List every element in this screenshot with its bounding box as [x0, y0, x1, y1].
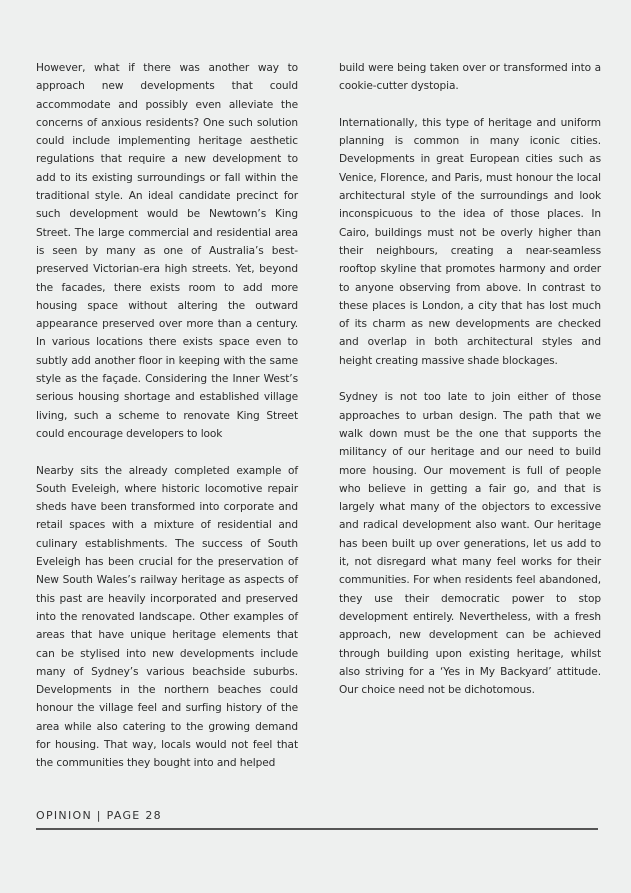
- paragraph: Internationally, this type of heritage and uniform planning is common in many iconic cities. Developments in great European cities such as Venice, Florence, and Paris, must honour the local architectural style of the surroundings and look inconspicuous to the idea of those places. In Cairo, buildings must not be overly higher than their neighbours, creating a near-seamless rooftop skyline that promotes harmony and order to anyone observing from above. In contrast to these places is London, a city that has lost much of its charm as new developments are checked and overlap in both architectural styles and height creating massive shade blockages.: [339, 116, 601, 367]
- footer-section-page-label: OPINION | PAGE 28: [36, 809, 162, 822]
- page-footer: [36, 809, 598, 830]
- footer-divider: [36, 828, 598, 830]
- paragraph: build were being taken over or transformed into a cookie-cutter dystopia.: [339, 62, 601, 93]
- article-right-column: [339, 59, 601, 718]
- paragraph: Nearby sits the already completed example of South Eveleigh, where historic locomotive repair sheds have been transformed into corporate and retail spaces with a mixture of residential and culinary establishments. The success of South Eveleigh has been crucial for the preservation of New South Wales’s railway heritage as aspects of this past are heavily incorporated and preserved into the renovated landscape. Other examples of areas that have unique heritage elements that can be stylised into new developments include many of Sydney’s various beachside suburbs. Developments in the northern beaches could honour the village feel and surfing history of the area while also catering to the growing demand for housing. That way, locals would not feel that the communities they bought into and helped: [36, 464, 298, 770]
- article-left-column: [36, 59, 298, 791]
- paragraph: However, what if there was another way to approach new developments that could accommodate and possibly even alleviate the concerns of anxious residents? One such solution could include implementing heritage aesthetic regulations that require a new development to add to its existing surroundings or fall within the traditional style. An ideal candidate precinct for such development would be Newtown’s King Street. The large commercial and residential area is seen by many as one of Australia’s best-preserved Victorian-era high streets. Yet, beyond the facades, there exists room to add more housing space without altering the outward appearance preserved over more than a century. In various locations there exists space even to subtly add another floor in keeping with the same style as the façade. Considering the Inner West’s serious housing shortage and established village living, such a scheme to renovate King Street could encourage developers to look: [36, 62, 298, 440]
- paragraph: Sydney is not too late to join either of those approaches to urban design. The path that we walk down must be the one that supports the militancy of our heritage and our need to build more housing. Our movement is full of people who believe in getting a fair go, and that is largely what many of the objectors to excessive and radical development also want. Our heritage has been built up over generations, let us add to it, not disregard what many feel works for their communities. For when residents feel abandoned, they use their democratic power to stop development entirely. Nevertheless, with a fresh approach, new development can be achieved through building upon existing heritage, whilst also striving for a ‘Yes in My Backyard’ attitude. Our choice need not be dichotomous.: [339, 391, 601, 697]
